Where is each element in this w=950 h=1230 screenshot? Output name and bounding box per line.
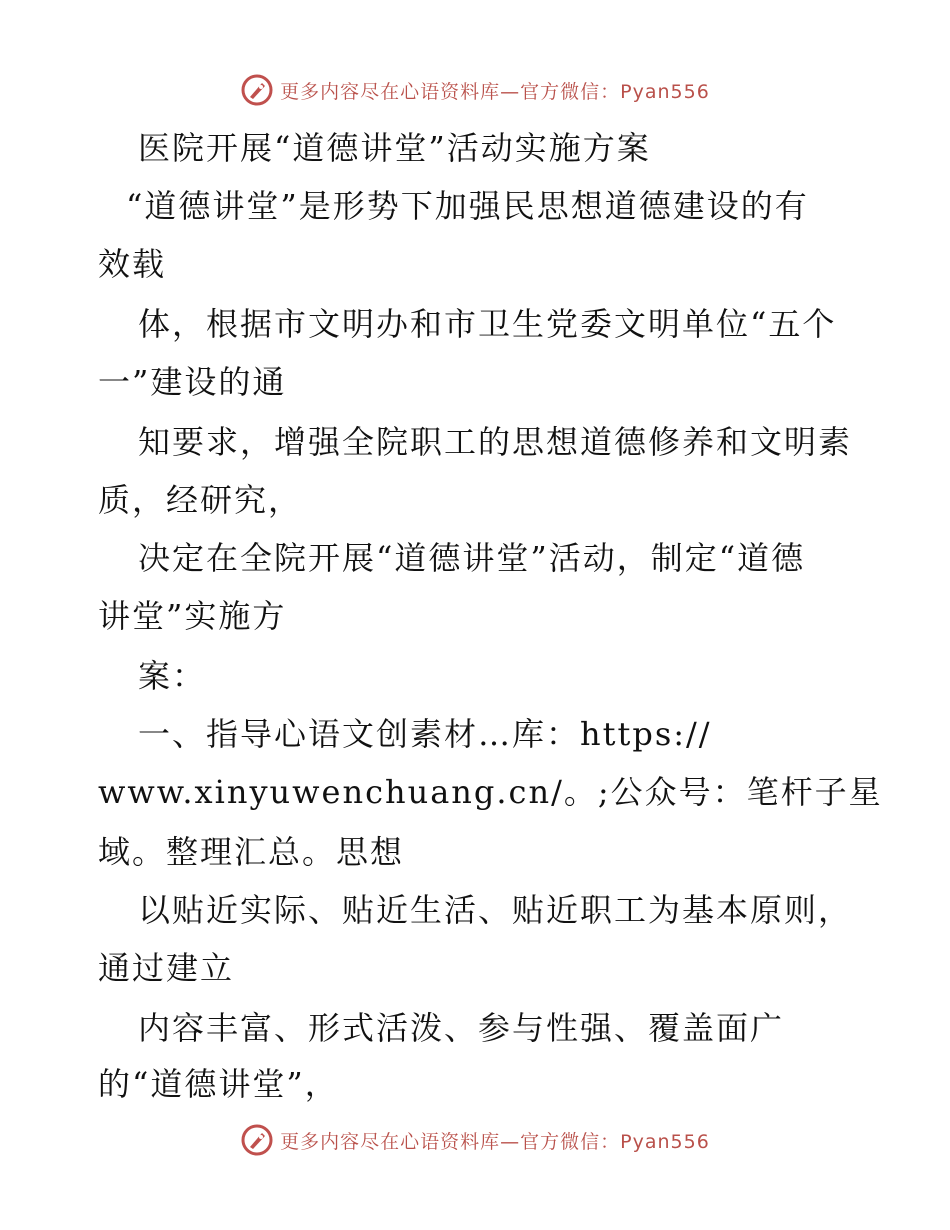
document-title: 医院开展“道德讲堂”活动实施方案: [138, 129, 651, 167]
header-banner-text: 更多内容尽在心语资料库—官方微信：Pyan556: [280, 80, 710, 103]
text-line: 通过建立: [98, 949, 235, 987]
pen-nib-logo-icon: [240, 1123, 274, 1157]
text-line: www.xinyuwenchuang.cn/。;公众号：笔杆子星: [98, 773, 883, 811]
text-line: 案：: [138, 657, 207, 695]
text-line: 域。整理汇总。思想: [98, 833, 405, 871]
text-line: 一”建设的通: [98, 363, 287, 401]
text-line: 一、指导心语文创素材…库：https://: [138, 715, 712, 753]
text-line: 讲堂”实施方: [98, 597, 287, 635]
text-line: 质，经研究，: [98, 481, 303, 519]
text-line: “道德讲堂”是形势下加强民思想道德建设的有: [126, 187, 809, 225]
text-line: 的“道德讲堂”，: [98, 1065, 339, 1103]
text-line: 决定在全院开展“道德讲堂”活动，制定“道德: [138, 539, 806, 577]
pen-nib-logo-icon: [240, 73, 274, 107]
footer-banner-text: 更多内容尽在心语资料库—官方微信：Pyan556: [280, 1130, 710, 1153]
footer-watermark-banner: [0, 1120, 950, 1160]
text-line: 知要求，增强全院职工的思想道德修养和文明素: [138, 423, 853, 461]
text-line: 以贴近实际、贴近生活、贴近职工为基本原则，: [138, 891, 853, 929]
text-line: 内容丰富、形式活泼、参与性强、覆盖面广: [138, 1009, 785, 1047]
text-line: 体，根据市文明办和市卫生党委文明单位“五个: [138, 305, 837, 343]
text-line: 效载: [98, 245, 167, 283]
header-watermark-banner: [0, 70, 950, 110]
